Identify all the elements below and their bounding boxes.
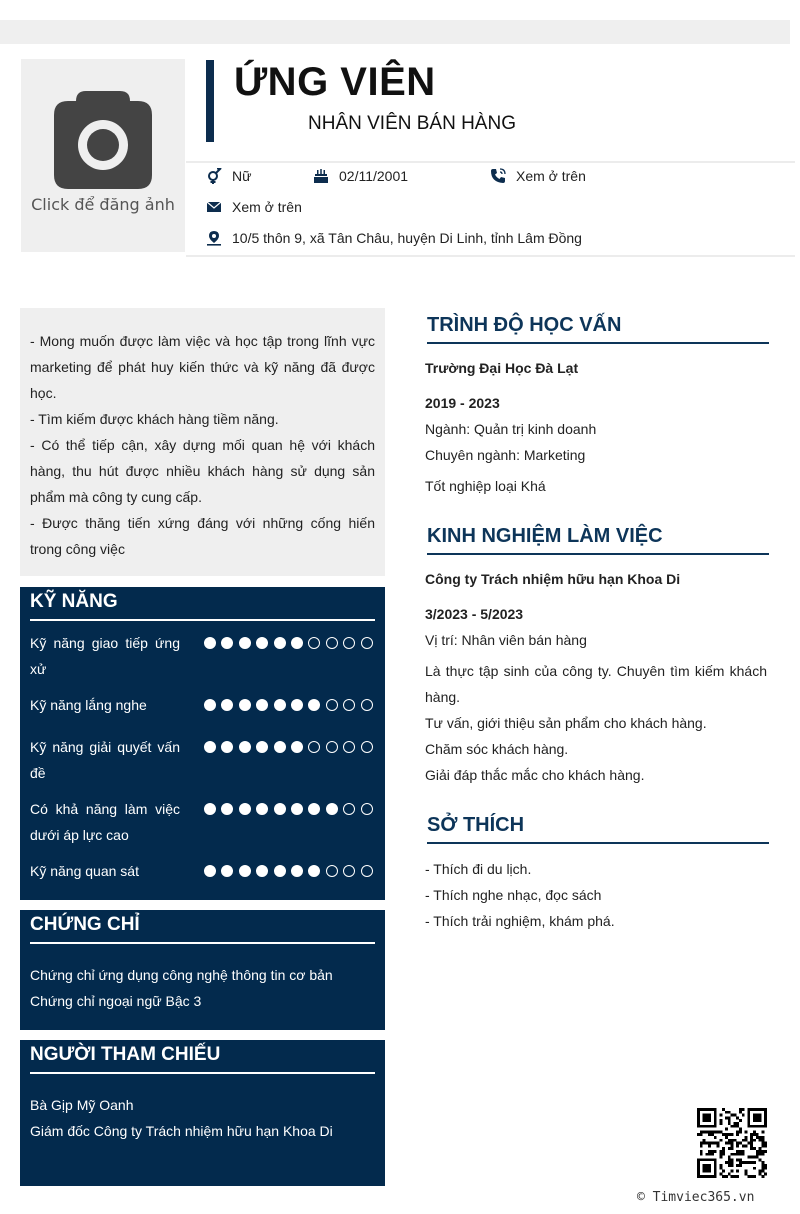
skill-rating <box>204 803 378 815</box>
rating-dot-filled <box>308 803 320 815</box>
rating-dot-empty <box>343 699 355 711</box>
phone-value: Xem ở trên <box>516 168 586 184</box>
rating-dot-empty <box>361 803 373 815</box>
experience-detail: Là thực tập sinh của công ty. Chuyên tìm kiếm khách hàng. <box>425 663 767 705</box>
birthday-item <box>313 168 408 184</box>
skill-name: Kỹ năng lắng nghe <box>30 697 147 713</box>
education-period: 2019 - 2023 <box>425 395 500 411</box>
candidate-name: ỨNG VIÊN <box>234 60 436 104</box>
rating-dot-empty <box>308 741 320 753</box>
rating-dot-filled <box>326 803 338 815</box>
rating-dot-filled <box>239 803 251 815</box>
objective-line: - Có thể tiếp cận, xây dựng mối quan hệ với khách hàng, thu hút được nhiều khách hàng sử dụng sản phẩm mà công ty cung cấp. <box>30 437 375 505</box>
education-specialization: Chuyên ngành: Marketing <box>425 447 586 463</box>
skills-section <box>20 587 385 900</box>
rating-dot-filled <box>256 699 268 711</box>
qr-code <box>697 1108 767 1178</box>
rating-dot-empty <box>361 699 373 711</box>
certificates-title: CHỨNG CHỈ <box>30 912 375 944</box>
rating-dot-filled <box>204 637 216 649</box>
location-pin-icon <box>206 230 222 246</box>
rating-dot-empty <box>343 637 355 649</box>
rating-dot-empty <box>361 637 373 649</box>
rating-dot-filled <box>239 637 251 649</box>
rating-dot-filled <box>239 741 251 753</box>
skill-rating <box>204 699 378 711</box>
rating-dot-filled <box>239 699 251 711</box>
experience-detail: Tư vấn, giới thiệu sản phẩm cho khách hàng. <box>425 715 707 731</box>
rating-dot-filled <box>256 803 268 815</box>
rating-dot-filled <box>274 637 286 649</box>
rating-dot-empty <box>361 865 373 877</box>
certificates-section <box>20 910 385 1030</box>
email-value: Xem ở trên <box>232 199 302 215</box>
reference-item: Bà Gịp Mỹ Oanh <box>30 1097 134 1113</box>
birthday-cake-icon <box>313 168 329 184</box>
experience-detail: Giải đáp thắc mắc cho khách hàng. <box>425 767 645 783</box>
rating-dot-filled <box>221 803 233 815</box>
photo-label: Click để đăng ảnh <box>31 195 175 214</box>
gender-value: Nữ <box>232 168 252 184</box>
rating-dot-filled <box>308 865 320 877</box>
candidate-position: NHÂN VIÊN BÁN HÀNG <box>308 113 516 134</box>
career-objective <box>20 308 385 576</box>
rating-dot-filled <box>221 637 233 649</box>
rating-dot-filled <box>221 741 233 753</box>
hobby-item: - Thích đi du lịch. <box>425 861 532 877</box>
hobby-item: - Thích nghe nhạc, đọc sách <box>425 887 602 903</box>
rating-dot-empty <box>361 741 373 753</box>
hobbies-title: SỞ THÍCH <box>427 812 769 844</box>
birthday-value: 02/11/2001 <box>339 168 409 184</box>
references-title: NGƯỜI THAM CHIẾU <box>30 1042 375 1074</box>
education-grade: Tốt nghiệp loại Khá <box>425 478 546 494</box>
certificate-item: Chứng chỉ ngoại ngữ Bậc 3 <box>30 993 202 1009</box>
rating-dot-empty <box>343 803 355 815</box>
envelope-icon <box>206 199 222 215</box>
rating-dot-empty <box>326 637 338 649</box>
certificate-item: Chứng chỉ ứng dụng công nghệ thông tin cơ bản <box>30 967 333 983</box>
skill-rating <box>204 741 378 753</box>
rating-dot-filled <box>291 803 303 815</box>
rating-dot-filled <box>308 699 320 711</box>
objective-line: - Được thăng tiến xứng đáng với những cống hiến trong công việc <box>30 515 375 557</box>
rating-dot-filled <box>204 699 216 711</box>
rating-dot-empty <box>343 741 355 753</box>
address-item <box>206 230 582 246</box>
experience-period: 3/2023 - 5/2023 <box>425 606 524 622</box>
rating-dot-filled <box>274 699 286 711</box>
experience-company: Công ty Trách nhiệm hữu hạn Khoa Di <box>425 571 681 587</box>
rating-dot-filled <box>291 637 303 649</box>
education-title: TRÌNH ĐỘ HỌC VẤN <box>427 312 769 344</box>
reference-item: Giám đốc Công ty Trách nhiệm hữu hạn Khoa Di <box>30 1123 333 1139</box>
rating-dot-filled <box>291 865 303 877</box>
photo-upload[interactable] <box>21 59 185 252</box>
rating-dot-filled <box>291 741 303 753</box>
rating-dot-filled <box>274 741 286 753</box>
skill-name: Kỹ năng giải quyết vấn đề <box>30 739 180 781</box>
hobby-item: - Thích trải nghiệm, khám phá. <box>425 913 615 929</box>
rating-dot-filled <box>204 803 216 815</box>
skill-name: Kỹ năng giao tiếp ứng xử <box>30 635 180 677</box>
top-bar <box>0 20 790 44</box>
education-school: Trường Đại Học Đà Lạt <box>425 360 579 376</box>
education-major: Ngành: Quản trị kinh doanh <box>425 421 597 437</box>
skill-name: Có khả năng làm việc dưới áp lực cao <box>30 801 180 843</box>
gender-item <box>206 168 251 184</box>
rating-dot-filled <box>256 741 268 753</box>
rating-dot-filled <box>291 699 303 711</box>
name-accent-bar <box>206 60 214 142</box>
objective-line: - Mong muốn được làm việc và học tập trong lĩnh vực marketing để phát huy kiến thức và kỹ năng đã được học. <box>30 333 375 401</box>
skill-rating <box>204 637 378 649</box>
skills-title: KỸ NĂNG <box>30 589 375 621</box>
rating-dot-empty <box>326 741 338 753</box>
rating-dot-empty <box>343 865 355 877</box>
email-item <box>206 199 302 215</box>
rating-dot-filled <box>274 865 286 877</box>
references-section <box>20 1040 385 1186</box>
rating-dot-empty <box>326 865 338 877</box>
rating-dot-filled <box>256 637 268 649</box>
experience-title: KINH NGHIỆM LÀM VIỆC <box>427 523 769 555</box>
rating-dot-empty <box>326 699 338 711</box>
rating-dot-filled <box>274 803 286 815</box>
phone-item <box>490 168 586 184</box>
rating-dot-filled <box>239 865 251 877</box>
rating-dot-filled <box>221 699 233 711</box>
experience-role: Vị trí: Nhân viên bán hàng <box>425 632 587 648</box>
rating-dot-filled <box>204 865 216 877</box>
rating-dot-empty <box>308 637 320 649</box>
footer-copyright: © Timviec365.vn <box>637 1190 755 1205</box>
experience-detail: Chăm sóc khách hàng. <box>425 741 569 757</box>
phone-icon <box>490 168 506 184</box>
skill-name: Kỹ năng quan sát <box>30 863 139 879</box>
personal-info <box>186 161 795 257</box>
rating-dot-filled <box>256 865 268 877</box>
address-value: 10/5 thôn 9, xã Tân Châu, huyện Di Linh, tỉnh Lâm Đồng <box>232 230 582 246</box>
skill-rating <box>204 865 378 877</box>
gender-icon <box>206 168 222 184</box>
camera-icon <box>54 87 152 189</box>
rating-dot-filled <box>221 865 233 877</box>
objective-line: - Tìm kiếm được khách hàng tiềm năng. <box>30 411 279 427</box>
rating-dot-filled <box>204 741 216 753</box>
